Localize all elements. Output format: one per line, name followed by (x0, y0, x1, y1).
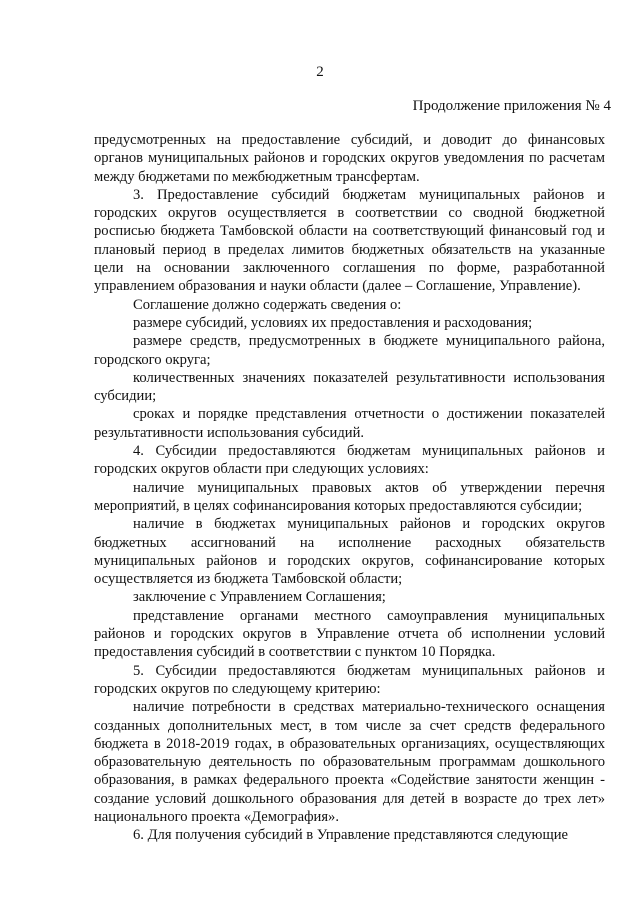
paragraph: предусмотренных на предоставление субсидий, и доводит до финансовых органов муниципальных районов и городских округов уведомления по расчетам между бюджетами по межбюджетным трансфертам. (94, 132, 605, 185)
paragraph: количественных значениях показателей результативности использования субсидии; (94, 369, 605, 405)
paragraph: размере средств, предусмотренных в бюджете муниципального района, городского округа; (94, 333, 605, 368)
paragraph: наличие в бюджетах муниципальных районов и городских округов бюджетных ассигнований на исполнение расходных обязательств муниципальных районов и городских округов, софинансирование которых осуществляется из бюджета Тамбовской области; (94, 516, 605, 588)
paragraph: 3. Предоставление субсидий бюджетам муниципальных районов и городских округов осуществляется в соответствии со сводной бюджетной росписью бюджета Тамбовской области на соответствующий финансовый год и плановый период в пределах лимитов бюджетных обязательств на указанные цели на основании заключенного соглашения по форме, разработанной управлением образования и науки области (далее – Соглашение, Управление). (94, 186, 605, 295)
paragraph: представление органами местного самоуправления муниципальных районов и городских округов в Управление отчета об исполнении условий предоставления субсидий в соответствии с пунктом 10 Порядка. (94, 607, 605, 661)
appendix-continuation-header: Продолжение приложения № 4 (412, 98, 611, 114)
paragraph: размере субсидий, условиях их предоставления и расходования; (133, 314, 533, 331)
paragraph: 6. Для получения субсидий в Управление представляются следующие (133, 827, 568, 844)
paragraph: сроках и порядке представления отчетности о достижении показателей результативности использования субсидий. (94, 406, 605, 441)
paragraph: Соглашение должно содержать сведения о: (133, 296, 402, 313)
paragraph: наличие муниципальных правовых актов об утверждении перечня мероприятий, в целях софинансирования которых предоставляются субсидии; (94, 479, 605, 514)
paragraph: заключение с Управлением Соглашения; (133, 589, 386, 606)
document-body (94, 131, 605, 845)
paragraph: 4. Субсидии предоставляются бюджетам муниципальных районов и городских округов области при следующих условиях: (94, 443, 605, 478)
paragraph: 5. Субсидии предоставляются бюджетам муниципальных районов и городских округов по следующему критерию: (94, 662, 605, 697)
paragraph: наличие потребности в средствах материально-технического оснащения созданных дополнительных мест, в том числе за счет средств федерального бюджета в 2018-2019 годах, в образовательных организациях, осуществляющих образовательную деятельность по образовательным программам дошкольного образования, в рамках федерального проекта «Содействие занятости женщин - создание условий дошкольного образования для детей в возрасте до трех лет» национального проекта «Демография». (94, 699, 605, 825)
page-number: 2 (316, 64, 324, 80)
